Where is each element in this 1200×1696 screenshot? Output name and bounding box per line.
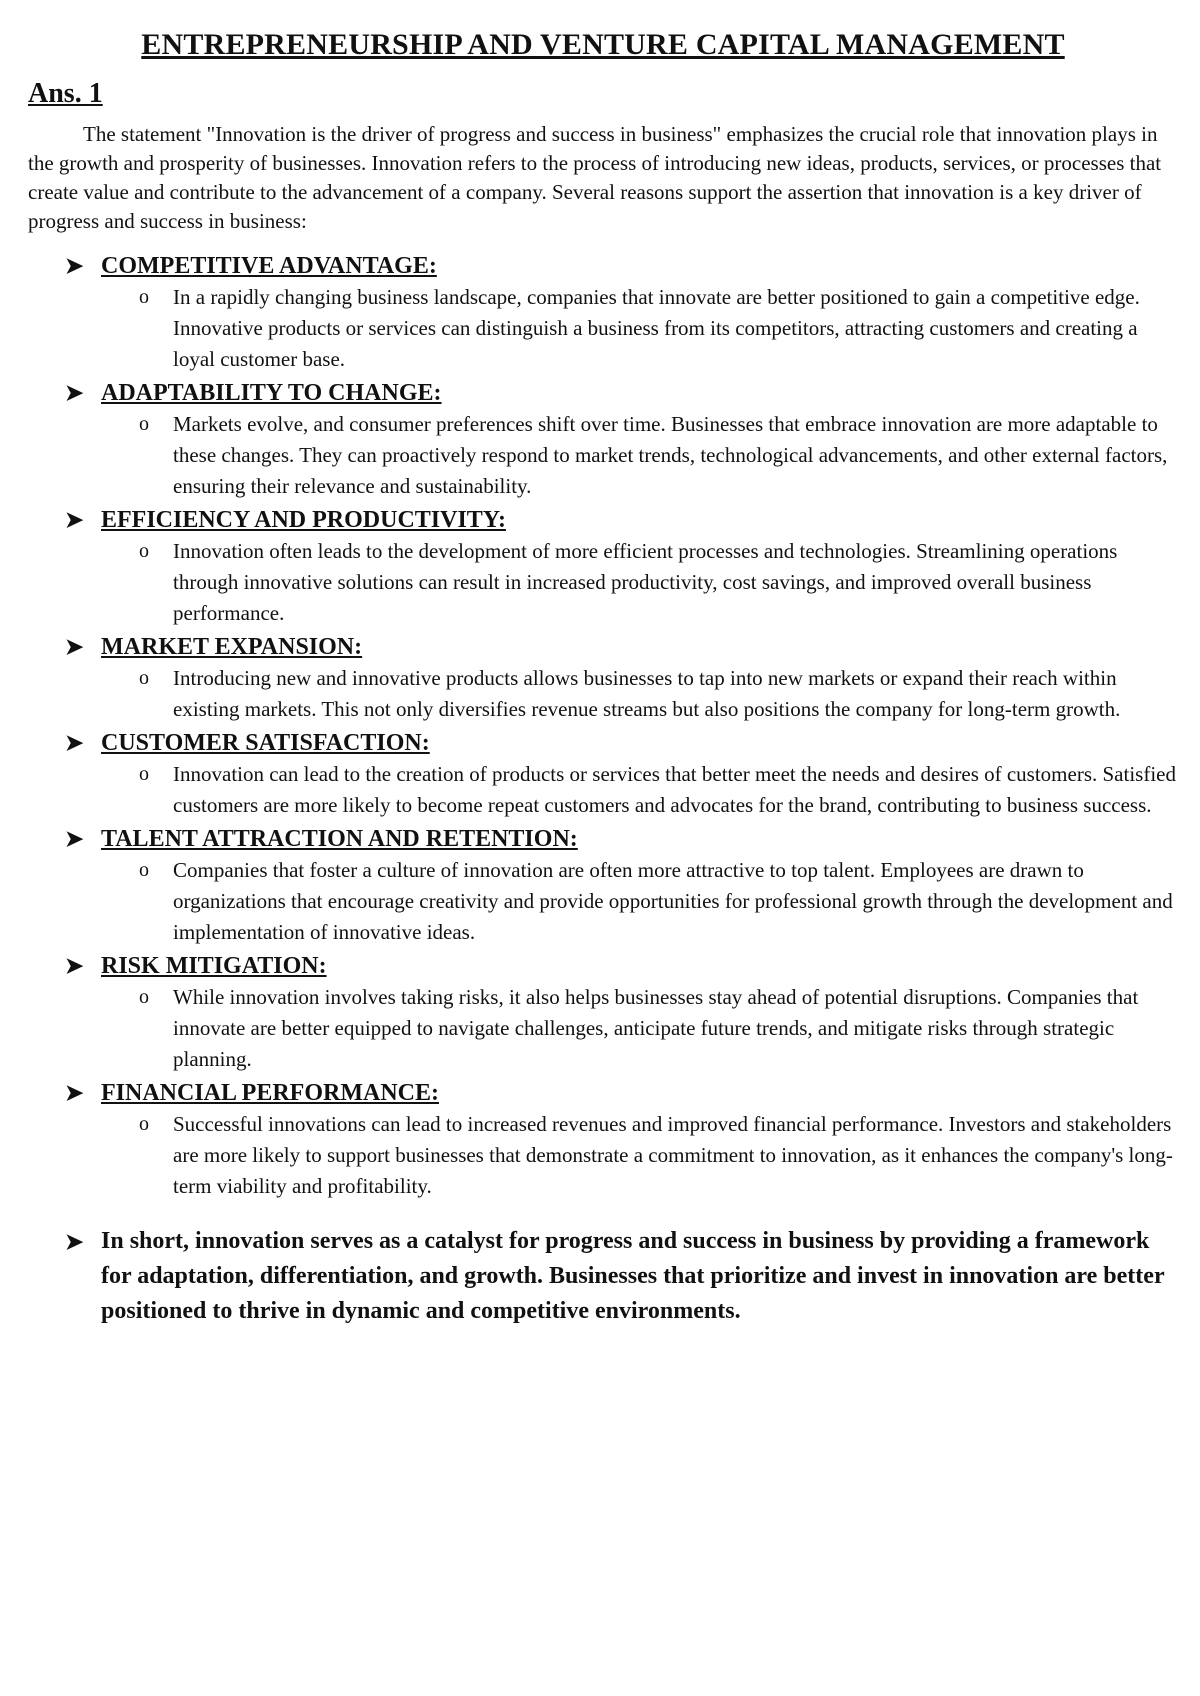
conclusion-text: In short, innovation serves as a catalyst for progress and success in business by providing a framework for adaptation, differentiation, and growth. Businesses that prioritize and invest in innovation are better positioned to thrive in dynamic and competitive environments. — [101, 1228, 1165, 1324]
section-risk-mitigation — [28, 950, 1178, 1075]
section-heading-row — [28, 504, 1178, 536]
arrow-bullet-icon: ➤ — [65, 826, 84, 851]
section-bullet — [28, 282, 1178, 375]
arrow-bullet-icon: ➤ — [65, 507, 84, 532]
section-heading: TALENT ATTRACTION AND RETENTION: — [101, 826, 578, 852]
section-text: While innovation involves taking risks, it also helps businesses stay ahead of potential disruptions. Companies that innovate are better equipped to navigate challenges, anticipate future trends, and mitigate risks through strategic planning. — [173, 985, 1139, 1071]
section-heading: RISK MITIGATION: — [101, 953, 327, 979]
arrow-bullet-icon: ➤ — [65, 1080, 84, 1105]
document-title: ENTREPRENEURSHIP AND VENTURE CAPITAL MANAGEMENT — [141, 28, 1065, 61]
section-bullet — [28, 855, 1178, 948]
arrow-bullet-icon: ➤ — [65, 253, 84, 278]
section-heading-row — [28, 727, 1178, 759]
arrow-bullet-icon: ➤ — [65, 380, 84, 405]
section-heading-row — [28, 377, 1178, 409]
circle-bullet-icon: o — [139, 859, 149, 881]
section-bullet — [28, 663, 1178, 725]
section-heading-row — [28, 631, 1178, 663]
section-text: Innovation can lead to the creation of products or services that better meet the needs and desires of customers. Satisfied customers are more likely to become repeat customers and advocates for the brand, contributing to business success. — [173, 762, 1176, 817]
section-heading: EFFICIENCY AND PRODUCTIVITY: — [101, 507, 506, 533]
section-competitive-advantage — [28, 250, 1178, 375]
section-heading-row — [28, 950, 1178, 982]
section-efficiency-and-productivity — [28, 504, 1178, 629]
intro-paragraph: The statement "Innovation is the driver of progress and success in business" emphasizes the crucial role that innovation plays in the growth and prosperity of businesses. Innovation refers to the process of introducing new ideas, products, services, or processes that create value and contribute to the advancement of a company. Several reasons support the assertion that innovation is a key driver of progress and success in business: — [28, 122, 1162, 233]
arrow-bullet-icon: ➤ — [65, 953, 84, 978]
section-heading-row — [28, 1077, 1178, 1109]
arrow-bullet-icon: ➤ — [65, 730, 84, 755]
section-bullet — [28, 982, 1178, 1075]
section-market-expansion — [28, 631, 1178, 725]
section-heading: COMPETITIVE ADVANTAGE: — [101, 253, 437, 279]
section-text: Companies that foster a culture of innovation are often more attractive to top talent. Employees are drawn to organizations that encourage creativity and provide opportunities for professional growth through the development and implementation of innovative ideas. — [173, 858, 1173, 944]
section-bullet — [28, 1109, 1178, 1202]
circle-bullet-icon: o — [139, 986, 149, 1008]
section-bullet — [28, 536, 1178, 629]
section-heading: ADAPTABILITY TO CHANGE: — [101, 380, 442, 406]
arrow-bullet-icon: ➤ — [65, 1229, 84, 1254]
circle-bullet-icon: o — [139, 1113, 149, 1135]
section-heading: CUSTOMER SATISFACTION: — [101, 730, 430, 756]
section-text: In a rapidly changing business landscape, companies that innovate are better positioned to gain a competitive edge. Innovative products or services can distinguish a business from its competitors, attracting customers and creating a loyal customer base. — [173, 285, 1140, 371]
section-bullet — [28, 409, 1178, 502]
section-customer-satisfaction — [28, 727, 1178, 821]
circle-bullet-icon: o — [139, 763, 149, 785]
section-heading-row — [28, 823, 1178, 855]
arrow-bullet-icon: ➤ — [65, 634, 84, 659]
section-heading: FINANCIAL PERFORMANCE: — [101, 1080, 439, 1106]
section-heading-row — [28, 250, 1178, 282]
circle-bullet-icon: o — [139, 667, 149, 689]
section-talent-attraction-and-retention — [28, 823, 1178, 948]
section-heading: MARKET EXPANSION: — [101, 634, 363, 660]
circle-bullet-icon: o — [139, 286, 149, 308]
section-bullet — [28, 759, 1178, 821]
section-text: Innovation often leads to the development of more efficient processes and technologies. Streamlining operations through innovative solutions can result in increased productivity, cost savings, and improved overall business performance. — [173, 539, 1118, 625]
section-financial-performance — [28, 1077, 1178, 1202]
circle-bullet-icon: o — [139, 540, 149, 562]
section-text: Markets evolve, and consumer preferences shift over time. Businesses that embrace innovation are more adaptable to these changes. They can proactively respond to market trends, technological advancements, and other external factors, ensuring their relevance and sustainability. — [173, 412, 1168, 498]
circle-bullet-icon: o — [139, 413, 149, 435]
conclusion-paragraph — [28, 1224, 1178, 1329]
section-text: Introducing new and innovative products allows businesses to tap into new markets or expand their reach within existing markets. This not only diversifies revenue streams but also positions the company for long-term growth. — [173, 666, 1121, 721]
section-adaptability-to-change — [28, 377, 1178, 502]
document-page — [28, 28, 1178, 1329]
section-text: Successful innovations can lead to increased revenues and improved financial performance. Investors and stakeholders are more likely to support businesses that demonstrate a commitment to innovation, as it enhances the company's long-term viability and profitability. — [173, 1112, 1173, 1198]
answer-label: Ans. 1 — [28, 78, 103, 109]
